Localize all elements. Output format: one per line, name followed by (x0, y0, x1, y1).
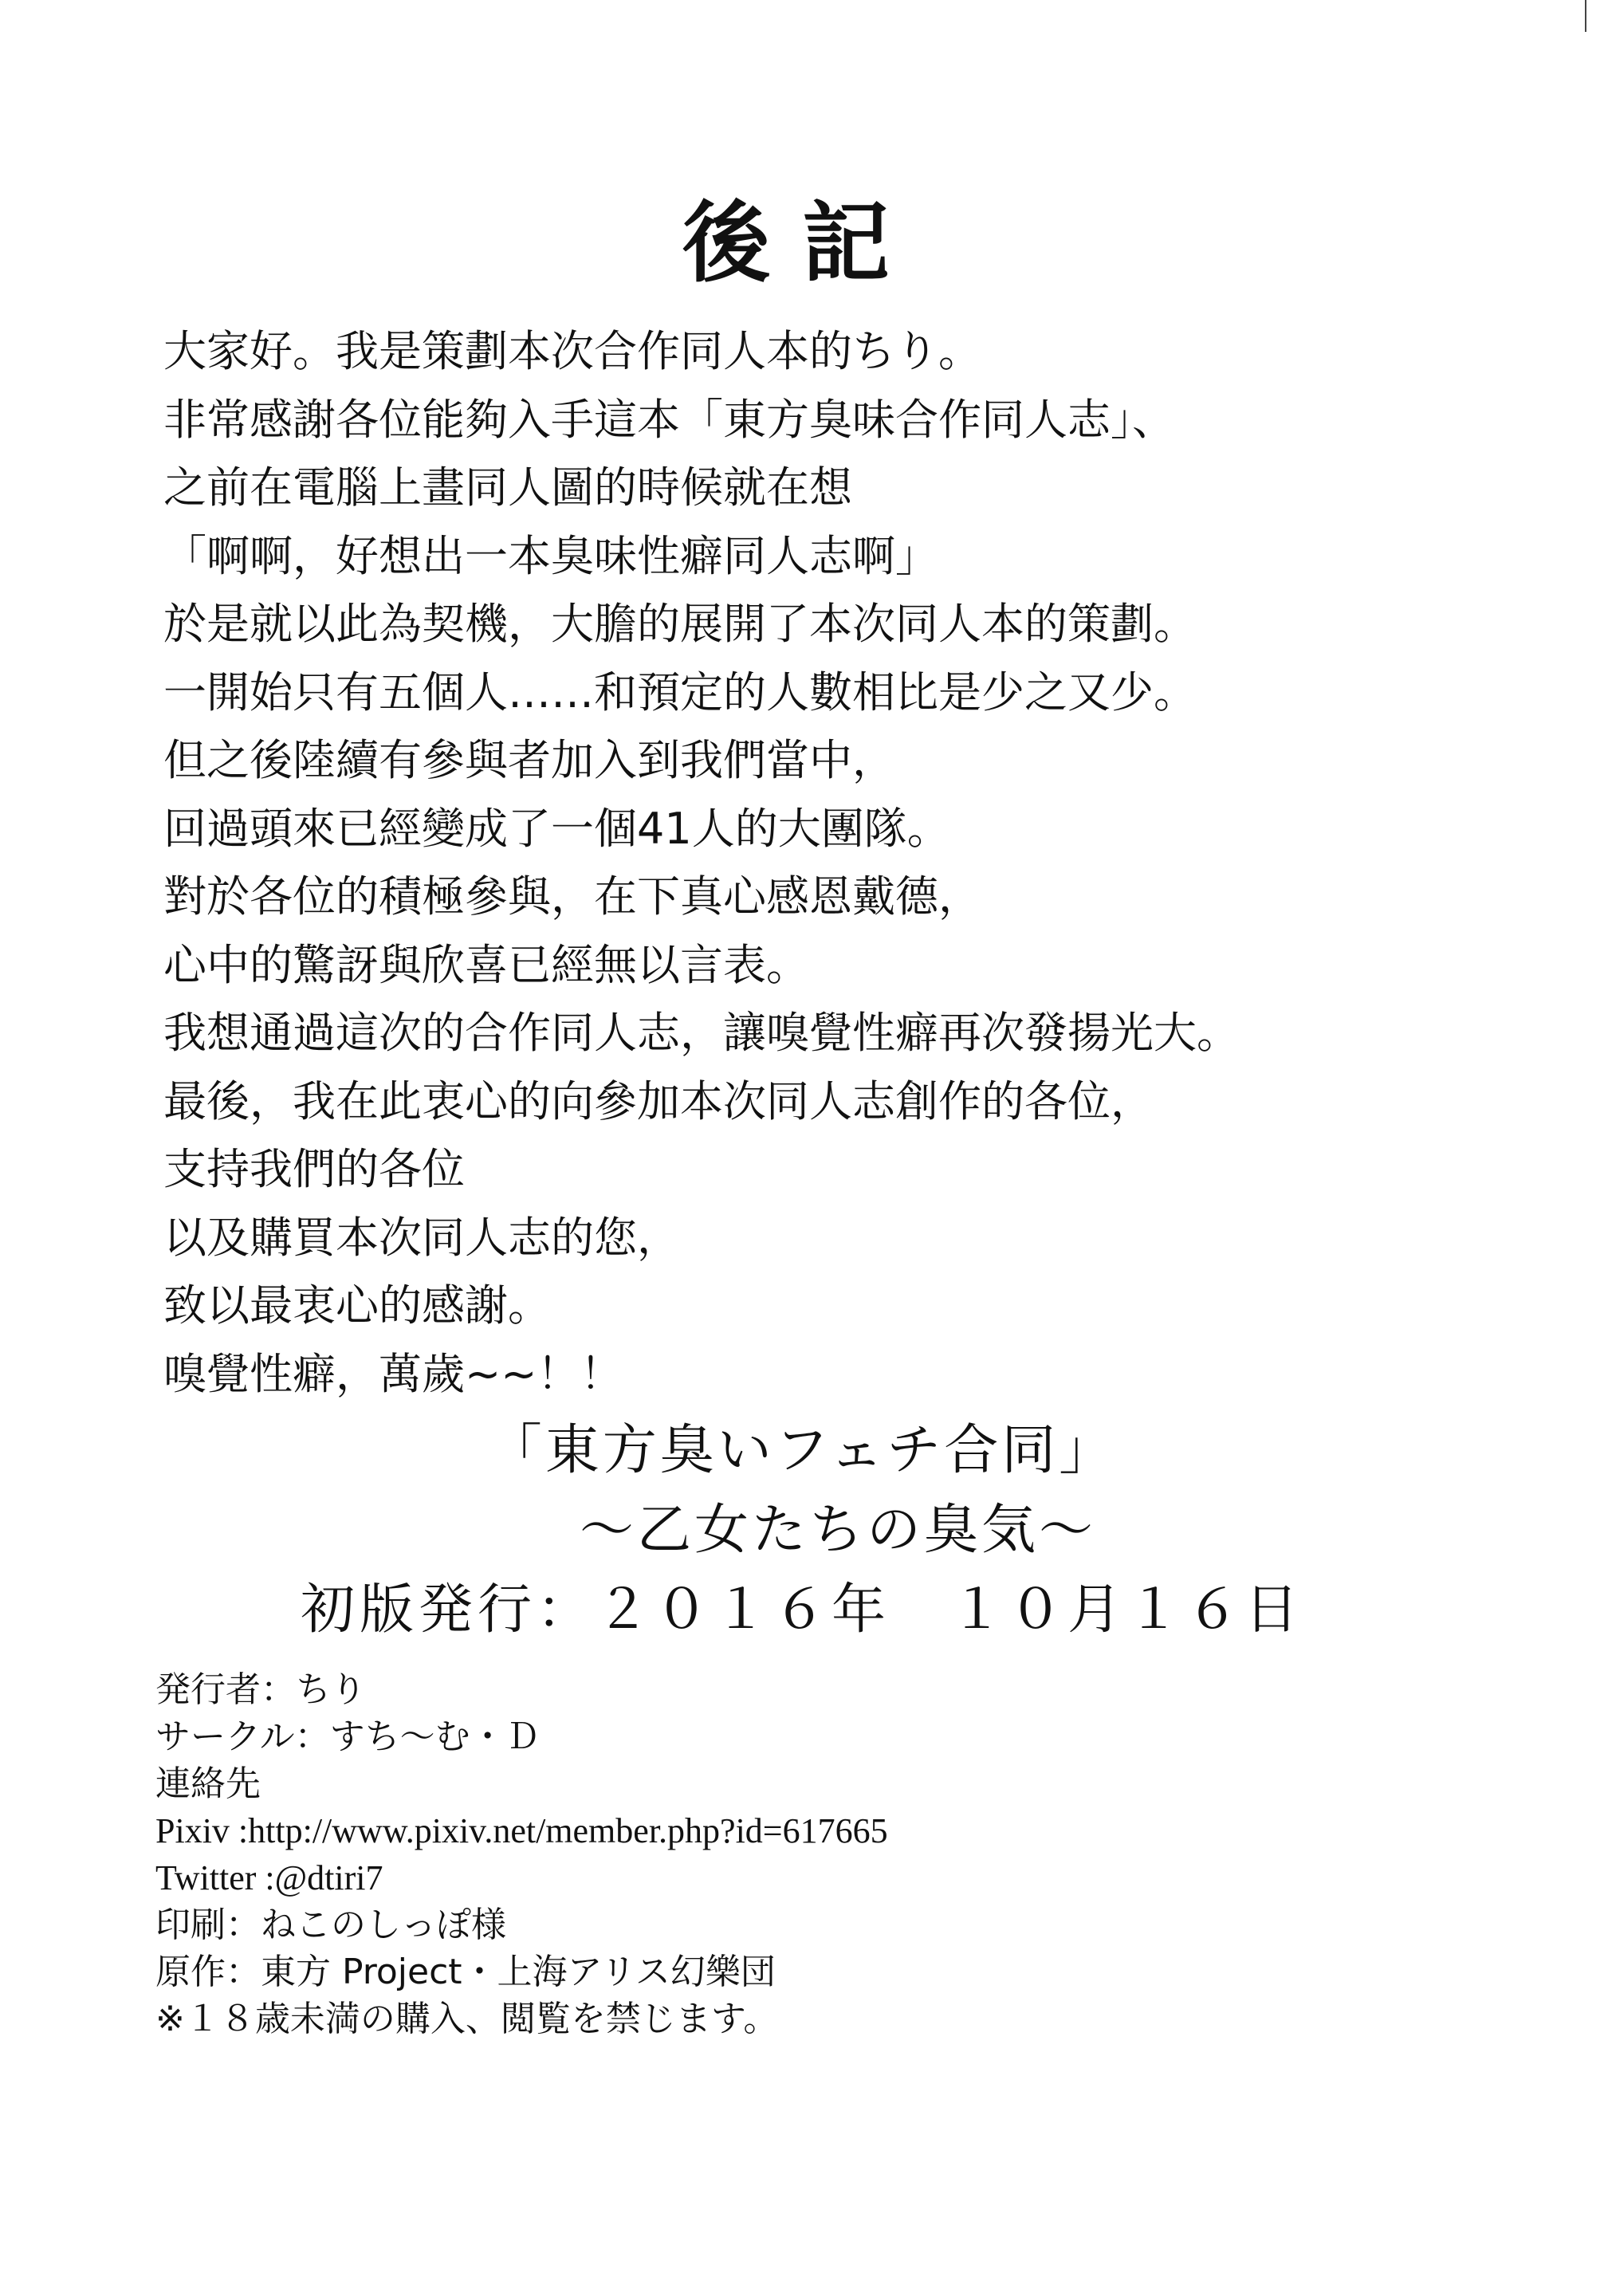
book-title: 「東方臭いフェチ合同」 (487, 1419, 1117, 1482)
afterword-line: 嗅覺性癖，萬歲~~！！ (163, 1348, 623, 1399)
page-title: 後記 (682, 192, 922, 294)
afterword-line: 但之後陸續有參與者加入到我們當中， (163, 735, 895, 785)
afterword-line: 一開始只有五個人……和預定的人數相比是少之又少。 (163, 666, 1197, 718)
original-work-line: 原作：東方 Project・上海アリス幻樂団 (155, 1952, 776, 1992)
age-restriction-notice: ※１８歳未満の購入、閲覧を禁じます。 (155, 1999, 779, 2039)
afterword-line: 最後，我在此衷心的向參加本次同人志創作的各位， (163, 1075, 1154, 1126)
circle-line: サークル：すち～む・Ｄ (155, 1716, 541, 1757)
colophon-title-block (0, 1411, 1604, 1650)
credits-block (155, 1666, 1511, 2042)
afterword-line: 之前在電腦上畫同人圖的時候就在想 (163, 462, 852, 513)
afterword-line: 心中的驚訝與欣喜已經無以言表。 (163, 939, 809, 990)
afterword-text (163, 317, 1519, 1408)
pixiv-line: Pixiv :http://www.pixiv.net/member.php?id=617665 (155, 1811, 888, 1850)
afterword-line: 支持我們的各位 (163, 1144, 465, 1194)
afterword-line: 於是就以此為契機，大膽的展開了本次同人本的策劃。 (163, 599, 1197, 649)
afterword-line: 大家好。我是策劃本次合作同人本的ちり。 (163, 326, 981, 376)
afterword-line: 「啊啊，好想出一本臭味性癖同人志啊」 (163, 530, 938, 581)
afterword-line: 回過頭來已經變成了一個41人的大團隊。 (163, 803, 950, 854)
page-edge-line (1585, 0, 1586, 32)
publisher-line: 発行者：ちり (155, 1669, 366, 1710)
book-subtitle: ～乙女たちの臭気～ (579, 1499, 1096, 1562)
printer-line: 印刷：ねこのしっぽ様 (155, 1905, 506, 1945)
afterword-line: 以及購買本次同人志的您， (163, 1212, 680, 1263)
afterword-line: 非常感謝各位能夠入手這本「東方臭味合作同人志」、 (163, 394, 1175, 445)
afterword-line: 對於各位的積極參與，在下真心感恩戴德， (163, 871, 981, 922)
first-edition-date: 初版発行：２０１６年 １０月１６日 (300, 1578, 1303, 1641)
contact-label: 連絡先 (155, 1763, 261, 1804)
afterword-line: 我想通過這次的合作同人志，讓嗅覺性癖再次發揚光大。 (163, 1008, 1240, 1058)
afterword-line: 致以最衷心的感謝。 (163, 1280, 551, 1331)
twitter-line: Twitter :@dtiri7 (155, 1858, 383, 1897)
